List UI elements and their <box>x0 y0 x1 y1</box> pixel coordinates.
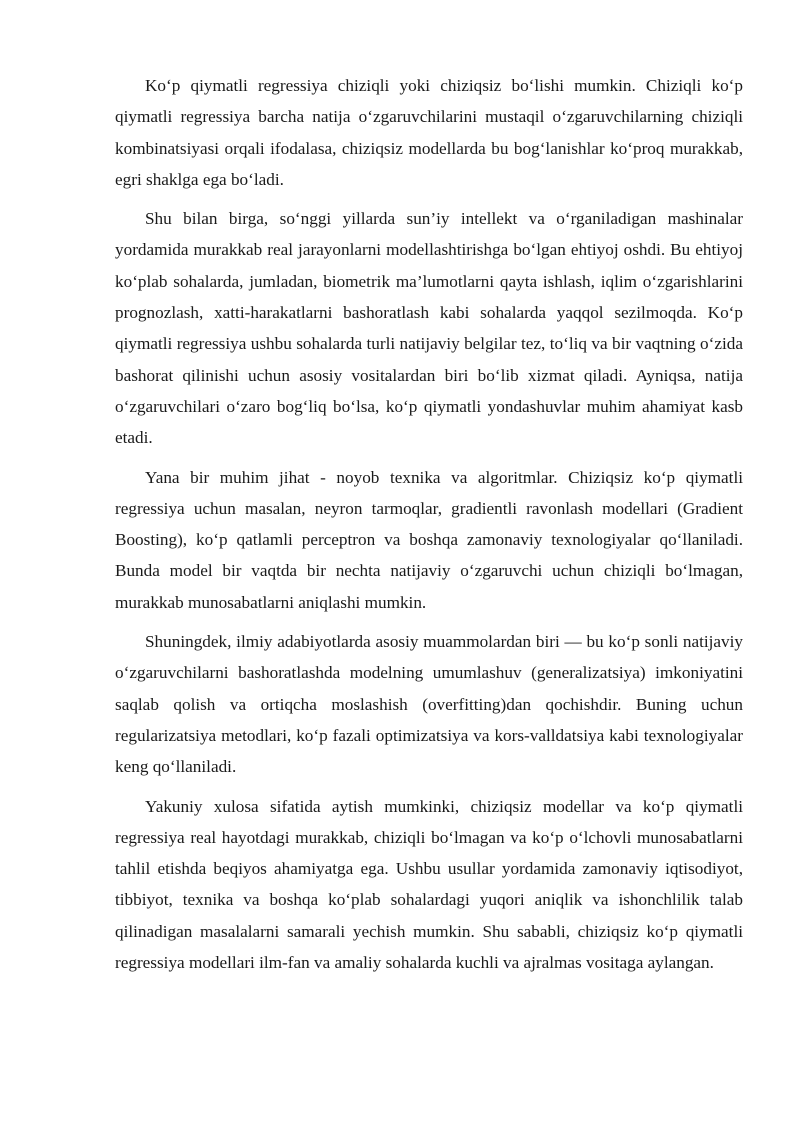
paragraph-generalization-overfitting: Shuningdek, ilmiy adabiyotlarda asosiy muammolardan biri — bu ko‘p sonli natijaviy o‘zgaruvchilarni bashoratlashda modelning umumlashuv (generalizatsiya) imkoniyatini saqlab qolish va ortiqcha moslashish (overfitting)dan qochishdir. Buning uchun regularizatsiya metodlari, ko‘p fazali optimizatsiya va kors-valldatsiya kabi texnologiyalar keng qo‘llaniladi. <box>115 632 743 777</box>
paragraph-multivariate-regression-types: Ko‘p qiymatli regressiya chiziqli yoki chiziqsiz bo‘lishi mumkin. Chiziqli ko‘p qiymatli regressiya barcha natija o‘zgaruvchilarini mustaqil o‘zgaruvchilarning chiziqli kombinatsiyasi orqali ifodalasa, chiziqsiz modellarda bu bog‘lanishlar ko‘proq murakkab, egri shaklga ega bo‘ladi. <box>115 76 743 189</box>
paragraph-techniques-algorithms: Yana bir muhim jihat - noyob texnika va algoritmlar. Chiziqsiz ko‘p qiymatli regressiya uchun masalan, neyron tarmoqlar, gradientli ravonlash modellari (Gradient Boosting), ko‘p qatlamli perceptron va boshqa zamonaviy texnologiyalar qo‘llaniladi. Bunda model bir vaqtda bir nechta natijaviy o‘zgaruvchi uchun chiziqli bo‘lmagan, murakkab munosabatlarni aniqlashi mumkin. <box>115 467 743 612</box>
document-page <box>115 70 743 986</box>
paragraph-conclusion: Yakuniy xulosa sifatida aytish mumkinki, chiziqsiz modellar va ko‘p qiymatli regressiya real hayotdagi murakkab, chiziqli bo‘lmagan va ko‘p o‘lchovli munosabatlarni tahlil etishda beqiyos ahamiyatga ega. Ushbu usullar yordamida zamonaviy iqtisodiyot, tibbiyot, texnika va boshqa ko‘plab sohalardagi yuqori aniqlik va ishonchlilik talab qilinadigan masalalarni samarali yechish mumkin. Shu sababli, chiziqsiz ko‘p qiymatli regressiya modellari ilm-fan va amaliy sohalarda kuchli va ajralmas vositaga aylangan. <box>115 796 743 973</box>
paragraph-ai-applications: Shu bilan birga, so‘nggi yillarda sun’iy intellekt va o‘rganiladigan mashinalar yordamida murakkab real jarayonlarni modellashtirishga bo‘lgan ehtiyoj oshdi. Bu ehtiyoj ko‘plab sohalarda, jumladan, biometrik ma’lumotlarni qayta ishlash, iqlim o‘zgarishlarini prognozlash, xatti-harakatlarni bashoratlash kabi sohalarda yaqqol sezilmoqda. Ko‘p qiymatli regressiya ushbu sohalarda turli natijaviy belgilar tez, to‘liq va bir vaqtning o‘zida bashorat qilinishi uchun asosiy vositalardan biri bo‘lib xizmat qiladi. Ayniqsa, natija o‘zgaruvchilari o‘zaro bog‘liq bo‘lsa, ko‘p qiymatli yondashuvlar muhim ahamiyat kasb etadi. <box>115 209 743 448</box>
